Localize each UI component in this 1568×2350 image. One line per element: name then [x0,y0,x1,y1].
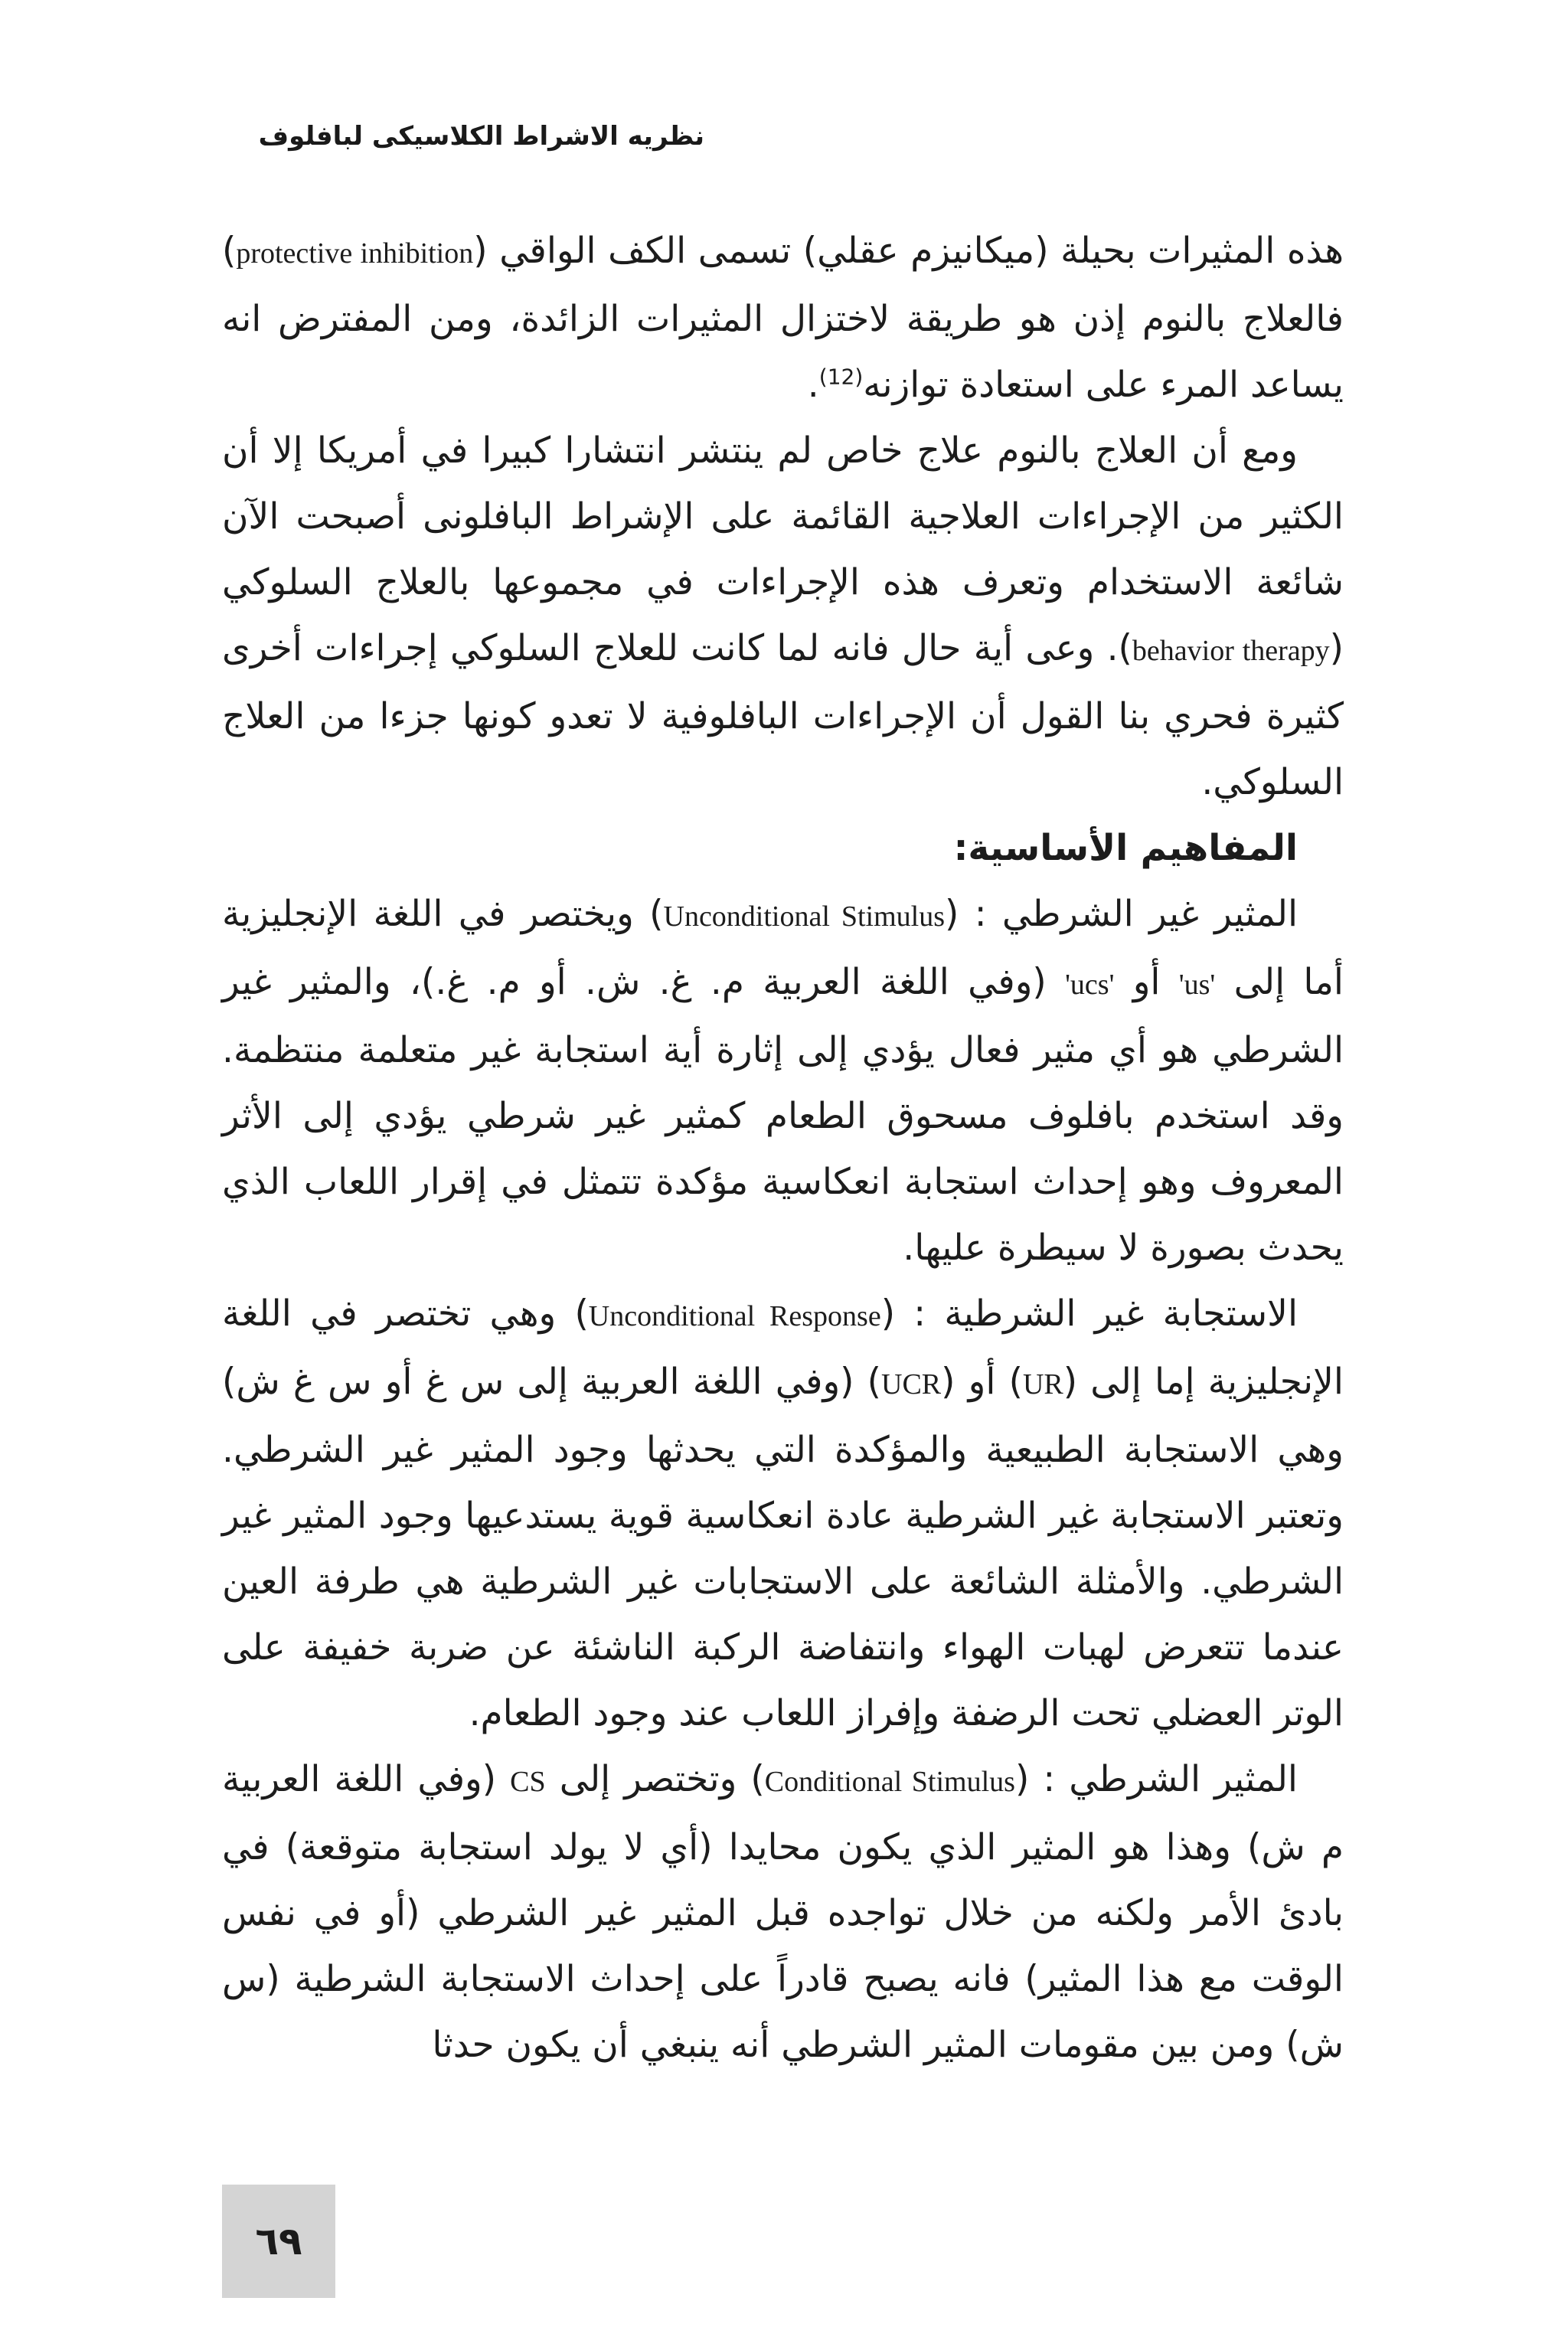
body-text [222,218,1344,2078]
text-run: . [807,364,819,406]
text-run: ) وهي تختصر في اللغة الإنجليزية إما إلى ( [222,1293,1344,1403]
paragraph [222,1747,1344,2078]
paragraph [222,881,1344,1281]
text-run: ). وعى أية حال فانه لما كانت للعلاج السلوكي إجراءات أخرى كثيرة فحري بنا القول أن الإجراءات البافلوفية لا تعدو كونها جزءا من العلاج السلوكي. [222,627,1344,803]
text-run: أو [1114,961,1179,1003]
latin-term: protective inhibition [236,237,474,270]
latin-term: CS [510,1766,546,1798]
text-run: المثير غير الشرطي : ( [945,893,1298,935]
text-run: ) فالعلاج بالنوم إذن هو طريقة لاختزال المثيرات الزائدة، ومن المفترض انه يساعد المرء على استعادة توازنه [222,230,1344,406]
text-run: ) ويختصر في اللغة الإنجليزية أما إلى [222,893,1344,1003]
text-run: ومع أن العلاج بالنوم علاج خاص لم ينتشر انتشارا كبيرا في أمريكا إلا أن الكثير من الإجراءات العلاجية القائمة على الإشراط البافلونى أصبحت الآن شائعة الاستخدام وتعرف هذه الإجراءات في مجموعها بالعلاج السلوكي ( [222,430,1344,669]
footnote-reference: (12) [818,364,864,390]
running-header: نظريه الاشراط الكلاسيكى لبافلوف [258,121,704,152]
latin-term: UR [1022,1368,1063,1401]
latin-term: behavior therapy [1132,635,1330,667]
text-run: ) أو ( [941,1361,1023,1403]
text-run: ) وتختصر إلى [545,1758,765,1800]
latin-term: 'ucs' [1065,969,1115,1001]
text-run: المفاهيم الأساسية: [953,827,1298,869]
text-run: (وفي اللغة العربية م. غ. ش. أو م. غ.)، والمثير غير الشرطي هو أي مثير فعال يؤدي إلى إثارة أية استجابة غير متعلمة منتظمة. وقد استخدم بافلوف مسحوق الطعام كمثير غير شرطي يؤدي إلى الأثر المعروف وهو إحداث استجابة انعكاسية مؤكدة تتمثل في إقرار اللعاب الذي يحدث بصورة لا سيطرة عليها. [222,961,1344,1269]
paragraph [222,218,1344,418]
paragraph [222,1281,1344,1747]
text-run: (وفي اللغة العربية م ش) وهذا هو المثير الذي يكون محايدا (أي لا يولد استجابة متوقعة) في بادئ الأمر ولكنه من خلال تواجده قبل المثير غير الشرطي (أو في نفس الوقت مع هذا المثير) فانه يصبح قادراً على إحداث الاستجابة الشرطية (س ش) ومن بين مقومات المثير الشرطي أنه ينبغي أن يكون حدثا [222,1758,1344,2066]
paragraph [222,418,1344,815]
latin-term: Conditional Stimulus [764,1766,1015,1798]
page-number: ٦٩ [222,2185,335,2298]
section-heading [222,815,1344,881]
latin-term: 'us' [1178,969,1216,1001]
text-run: ) (وفي اللغة العربية إلى س غ أو س غ ش) وهي الاستجابة الطبيعية والمؤكدة التي يحدثها وجود المثير غير الشرطي. وتعتبر الاستجابة غير الشرطية عادة انعكاسية قوية يستدعيها وجود المثير غير الشرطي. والأمثلة الشائعة على الاستجابات غير الشرطية هي طرفة العين عندما تتعرض لهبات الهواء وانتفاضة الركبة الناشئة عن ضربة خفيفة على الوتر العضلي تحت الرضفة وإفراز اللعاب عند وجود الطعام. [222,1361,1344,1734]
text-run: المثير الشرطي : ( [1014,1758,1298,1800]
latin-term: Unconditional Response [588,1300,881,1332]
text-run: هذه المثيرات بحيلة (ميكانيزم عقلي) تسمى الكف الواقي ( [473,230,1344,272]
latin-term: Unconditional Stimulus [663,900,945,933]
latin-term: UCR [881,1368,942,1401]
text-run: الاستجابة غير الشرطية : ( [880,1293,1298,1335]
